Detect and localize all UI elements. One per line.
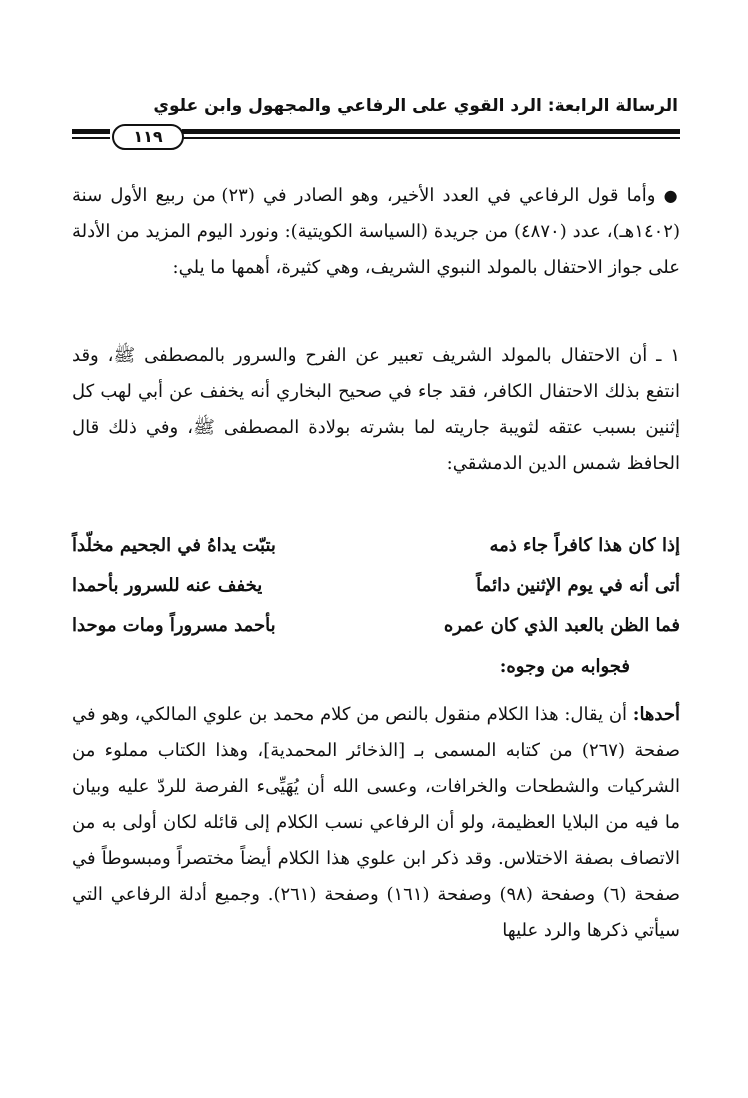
paragraph-text: أن يقال: هذا الكلام منقول بالنص من كلام محمد بن علوي المالكي، وهو في صفحة (٢٦٧) من كتابه المسمى بـ [الذخائر المحمدية]، وهذا الكتاب مملوء من الشركيات والشطحات والخرافات، وعسى الله أن يُهَيِّىء الفرصة للردّ عليه وبيان ما فيه من البلايا العظيمة، ولو أن الرفاعي نسب الكلام إلى قائله لكان أولى به من الاتصاف بصفة الاختلاس. وقد ذكر ابن علوي هذا الكلام أيضاً مختصراً ومبسوطاً في صفحة (٦) وصفحة (٩٨) وصفحة (١٦١) وصفحة (٢٦١). وجميع أدلة الرفاعي التي سيأتي ذكرها والرد عليها xyxy=(72,704,681,941)
bullet-icon: ● xyxy=(663,186,680,205)
header-rule-left xyxy=(72,128,110,142)
paragraph-first-answer xyxy=(72,697,680,949)
verse-second-hemistich: بأحمد مسروراً ومات موحدا xyxy=(72,615,276,636)
answer-lead-label: أحدها: xyxy=(632,704,680,725)
verse-line xyxy=(72,526,680,566)
header-rule-thick xyxy=(72,129,110,134)
page-number: ١١٩ xyxy=(112,124,184,150)
answer-heading: فجوابه من وجوه: xyxy=(499,656,630,677)
running-header-title: الرسالة الرابعة: الرد القوي على الرفاعي والمجهول وابن علوي xyxy=(153,96,678,116)
paragraph-text: ١ ـ أن الاحتفال بالمولد الشريف تعبير عن الفرح والسرور بالمصطفى ﷺ، وقد انتفع بذلك الاحتفال الكافر، فقد جاء في صحيح البخاري أنه يخفف عن أبي لهب كل إثنين بسبب عتقه لثويبة جاريته لما بشرته بولادة المصطفى ﷺ، وفي ذلك قال الحافظ شمس الدين الدمشقي: xyxy=(72,345,680,474)
paragraph-text: وأما قول الرفاعي في العدد الأخير، وهو الصادر في (٢٣) من ربيع الأول سنة (١٤٠٢هـ)، عدد (٤٨٧٠) من جريدة (السياسة الكويتية): ونورد اليوم المزيد من الأدلة على جواز الاحتفال بالمولد النبوي الشريف، وهي كثيرة، أهمها ما يلي: xyxy=(72,185,680,278)
header-rule-thin xyxy=(72,137,110,139)
verse-first-hemistich: أتى أنه في يوم الإثنين دائماً xyxy=(476,575,680,596)
verse-line xyxy=(72,566,680,606)
verse-first-hemistich: فما الظن بالعبد الذي كان عمره xyxy=(443,615,680,636)
verse-line xyxy=(72,606,680,646)
poem-verses xyxy=(72,526,680,646)
header-rule-right xyxy=(182,128,680,142)
header-rule-thin xyxy=(182,137,680,139)
paragraph-point-one xyxy=(72,338,680,482)
verse-second-hemistich: يخفف عنه للسرور بأحمدا xyxy=(72,575,263,596)
verse-second-hemistich: بتبّت يداهُ في الجحيم مخلّداً xyxy=(72,535,276,556)
header-rule-thick xyxy=(182,129,680,134)
verse-first-hemistich: إذا كان هذا كافراً جاء ذمه xyxy=(489,535,680,556)
paragraph-intro xyxy=(72,178,680,286)
